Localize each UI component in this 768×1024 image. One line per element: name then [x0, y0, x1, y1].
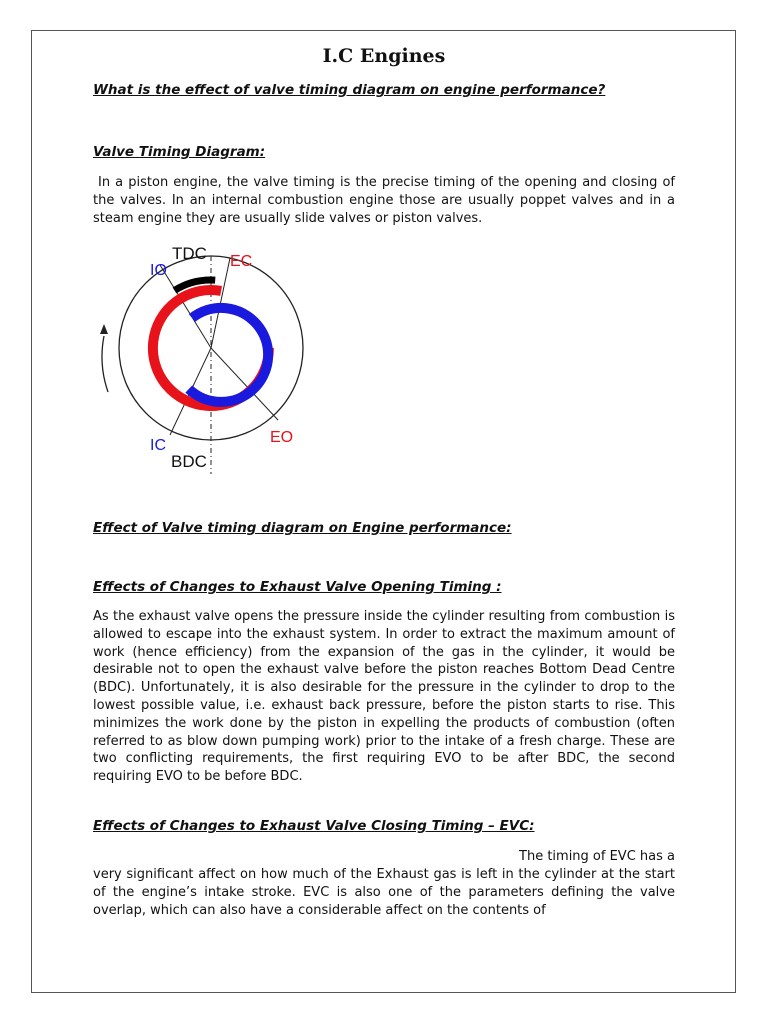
valve-timing-heading: Valve Timing Diagram:	[93, 144, 266, 160]
ec-label: EC	[230, 253, 253, 270]
eo-label: EO	[270, 429, 294, 446]
evc-heading: Effects of Changes to Exhaust Valve Closing Timing – EVC:	[93, 818, 535, 834]
evc-paragraph-lead: The timing of EVC has a	[519, 849, 675, 864]
intake-arc	[189, 308, 268, 402]
io-label: IO	[150, 262, 167, 279]
tdc-label: TDC	[172, 244, 207, 263]
page-title: I.C Engines	[322, 45, 446, 67]
valve-timing-paragraph: In a piston engine, the valve timing is the precise timing of the opening and closing of the valves. In an internal combustion engine those are usually poppet valves and in a steam engine they are usually slide valves or piston valves.	[93, 175, 675, 226]
rotation-arrow-head	[100, 324, 108, 334]
bdc-label: BDC	[171, 452, 207, 471]
rotation-arrow	[102, 336, 108, 392]
effect-heading: Effect of Valve timing diagram on Engine performance:	[93, 520, 512, 536]
ic-label: IC	[150, 437, 166, 454]
question-heading: What is the effect of valve timing diagram on engine performance?	[93, 82, 606, 98]
evo-heading: Effects of Changes to Exhaust Valve Opening Timing :	[93, 579, 502, 595]
evc-paragraph: very significant affect on how much of the Exhaust gas is left in the cylinder at the start of the engine’s intake stroke. EVC is also one of the parameters defining the valve overlap, which can also have a considerable affect on the contents of	[93, 867, 675, 918]
evo-paragraph: As the exhaust valve opens the pressure inside the cylinder resulting from combustion is allowed to escape into the exhaust system. In order to extract the maximum amount of work (hence efficiency) from the expansion of the gas in the cylinder, it would be desirable not to open the exhaust valve before the piston reaches Bottom Dead Centre (BDC). Unfortunately, it is also desirable for the pressure in the cylinder to drop to the lowest possible value, i.e. exhaust back pressure, before the piston starts to rise. This minimizes the work done by the piston in expelling the products of combustion (often referred to as blow down pumping work) prior to the intake of a fresh charge. These are two conflicting requirements, the first requiring EVO to be after BDC, the second requiring EVO to be before BDC.	[93, 609, 675, 785]
valve-timing-diagram	[90, 236, 315, 476]
